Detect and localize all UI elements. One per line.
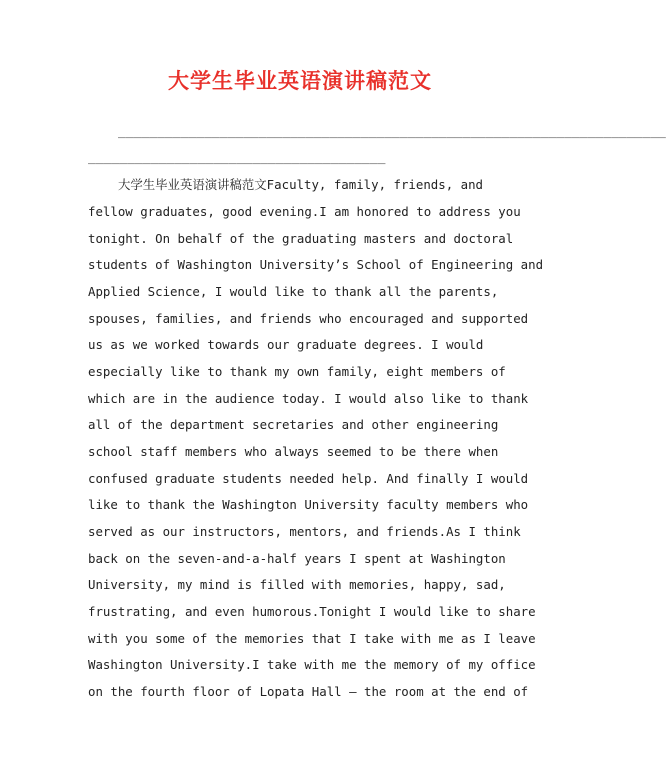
underline-rule-1: ______________________________________________________________________ <box>118 124 666 139</box>
body-line: on the fourth floor of Lopata Hall – the room at the end of <box>88 684 529 699</box>
body-line: spouses, families, and friends who encouraged and supported <box>88 311 529 326</box>
body-line: frustrating, and even humorous.Tonight I would like to share <box>88 604 536 619</box>
body-line: tonight. On behalf of the graduating masters and doctoral <box>88 231 514 246</box>
body-line: students of Washington University’s School of Engineering and <box>88 257 544 272</box>
body-line: like to thank the Washington University faculty members who <box>88 497 529 512</box>
body-line: which are in the audience today. I would also like to thank <box>88 391 529 406</box>
body-line: 大学生毕业英语演讲稿范文Faculty, family, friends, and <box>118 177 484 192</box>
body-line: Applied Science, I would like to thank all the parents, <box>88 284 499 299</box>
body-line: all of the department secretaries and other engineering <box>88 417 499 432</box>
body-line: Washington University.I take with me the memory of my office <box>88 657 536 672</box>
document-title: 大学生毕业英语演讲稿范文 <box>168 68 432 93</box>
underline-rule-2: ______________________________________ <box>88 150 386 165</box>
body-line: University, my mind is filled with memories, happy, sad, <box>88 577 506 592</box>
body-line: confused graduate students needed help. And finally I would <box>88 471 529 486</box>
body-line: served as our instructors, mentors, and friends.As I think <box>88 524 521 539</box>
body-line: back on the seven-and-a-half years I spent at Washington <box>88 551 506 566</box>
body-line: with you some of the memories that I take with me as I leave <box>88 631 536 646</box>
body-line: fellow graduates, good evening.I am honored to address you <box>88 204 521 219</box>
body-line: school staff members who always seemed to be there when <box>88 444 499 459</box>
body-line: us as we worked towards our graduate degrees. I would <box>88 337 484 352</box>
body-line: especially like to thank my own family, eight members of <box>88 364 506 379</box>
